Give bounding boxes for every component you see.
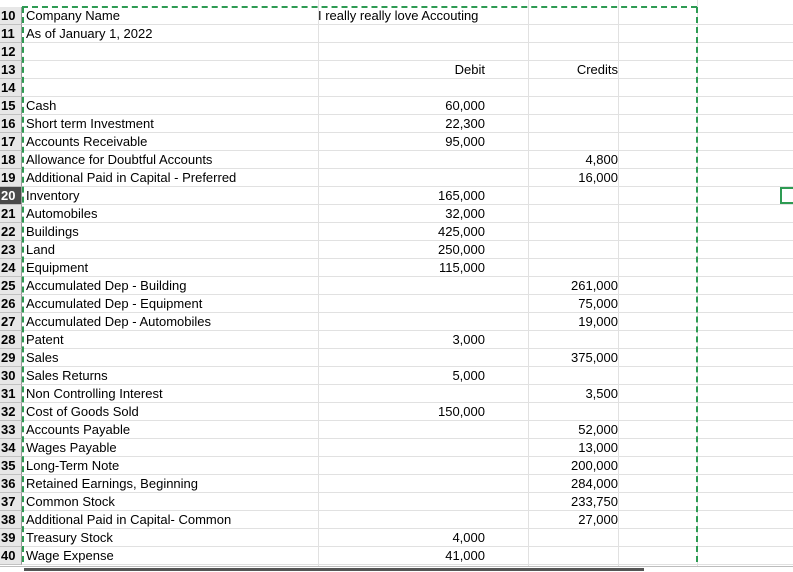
cell-debit[interactable]: 60,000 <box>445 98 485 113</box>
row-header[interactable]: 19 <box>0 169 22 187</box>
cell-account-name[interactable]: Company Name <box>26 8 120 23</box>
table-row[interactable] <box>0 367 793 385</box>
table-row[interactable] <box>0 403 793 421</box>
table-row[interactable] <box>0 7 793 25</box>
row-header[interactable]: 35 <box>0 457 22 475</box>
row-header[interactable]: 15 <box>0 97 22 115</box>
cell-account-name[interactable]: Cost of Goods Sold <box>26 404 139 419</box>
cell-credit[interactable]: 261,000 <box>571 278 618 293</box>
cell-debit[interactable] <box>410 79 485 96</box>
table-row[interactable] <box>0 115 793 133</box>
cell-account-name[interactable]: Wage Expense <box>26 548 114 563</box>
row-header[interactable]: 29 <box>0 349 22 367</box>
table-row[interactable] <box>0 61 793 79</box>
row-header[interactable]: 34 <box>0 439 22 457</box>
cell-credit[interactable]: 16,000 <box>578 170 618 185</box>
table-row[interactable] <box>0 439 793 457</box>
cell-debit[interactable] <box>410 25 485 42</box>
row-header[interactable]: 24 <box>0 259 22 277</box>
table-row[interactable] <box>0 97 793 115</box>
row-header[interactable]: 18 <box>0 151 22 169</box>
cell-account-name[interactable]: As of January 1, 2022 <box>26 26 153 41</box>
row-header[interactable]: 25 <box>0 277 22 295</box>
cell-debit[interactable]: 41,000 <box>445 548 485 563</box>
cell-account-name[interactable]: Accumulated Dep - Equipment <box>26 296 203 311</box>
table-row[interactable] <box>0 475 793 493</box>
cell-debit[interactable]: 115,000 <box>438 260 485 275</box>
cell-debit[interactable] <box>410 43 485 60</box>
row-header[interactable]: 33 <box>0 421 22 439</box>
cell-debit[interactable]: 22,300 <box>445 116 485 131</box>
table-row[interactable] <box>0 151 793 169</box>
table-row[interactable] <box>0 259 793 277</box>
cell-account-name[interactable]: Short term Investment <box>26 116 154 131</box>
row-header[interactable]: 11 <box>0 25 22 43</box>
table-row[interactable] <box>0 205 793 223</box>
cell-debit[interactable] <box>410 151 485 168</box>
row-header[interactable]: 10 <box>0 7 22 25</box>
cell-account-name[interactable]: Long-Term Note <box>26 458 120 473</box>
cell-credit[interactable] <box>528 223 618 240</box>
cell-account-name[interactable]: Additional Paid in Capital - Preferred <box>26 170 237 185</box>
cell-credit[interactable] <box>528 547 618 564</box>
cell-account-name[interactable]: Sales <box>26 350 59 365</box>
table-row[interactable] <box>0 385 793 403</box>
cell-account-name[interactable]: Allowance for Doubtful Accounts <box>26 152 213 167</box>
cell-credit[interactable] <box>528 79 618 96</box>
row-header[interactable]: 39 <box>0 529 22 547</box>
cell-credit[interactable] <box>528 403 618 420</box>
copy-selection-right-border <box>696 7 698 572</box>
cell-account-name[interactable]: Non Controlling Interest <box>26 386 163 401</box>
row-header[interactable]: 37 <box>0 493 22 511</box>
cell-debit[interactable]: 250,000 <box>438 242 485 257</box>
cell-debit[interactable] <box>410 295 485 312</box>
cell-credit[interactable] <box>528 241 618 258</box>
row-header[interactable]: 13 <box>0 61 22 79</box>
table-row[interactable] <box>0 187 793 205</box>
cell-credit[interactable] <box>528 133 618 150</box>
cell-account-name[interactable]: Inventory <box>26 188 80 203</box>
cell-credit[interactable]: 375,000 <box>571 350 618 365</box>
table-row[interactable] <box>0 295 793 313</box>
cell-debit[interactable]: 3,000 <box>452 332 485 347</box>
cell-account-name[interactable] <box>26 79 318 96</box>
cell-credit[interactable]: 200,000 <box>571 458 618 473</box>
cell-account-name[interactable]: Accumulated Dep - Building <box>26 278 187 293</box>
cell-debit[interactable] <box>410 277 485 294</box>
cell-credit[interactable]: 3,500 <box>585 386 618 401</box>
cell-account-name[interactable] <box>26 43 318 60</box>
table-row[interactable] <box>0 493 793 511</box>
cell-credit[interactable] <box>528 7 618 24</box>
copy-selection-left-border <box>22 7 24 572</box>
table-row[interactable] <box>0 169 793 187</box>
table-row[interactable] <box>0 313 793 331</box>
cell-credit[interactable] <box>528 367 618 384</box>
cell-title[interactable]: I really really love Accouting <box>318 8 479 23</box>
cell-account-name[interactable]: Additional Paid in Capital- Common <box>26 512 232 527</box>
table-row[interactable] <box>0 529 793 547</box>
cell-credit[interactable] <box>528 43 618 60</box>
cell-credit[interactable] <box>528 529 618 546</box>
cell-debit[interactable]: 5,000 <box>452 368 485 383</box>
row-header[interactable]: 26 <box>0 295 22 313</box>
row-header[interactable]: 17 <box>0 133 22 151</box>
cell-credit[interactable] <box>528 205 618 222</box>
cell-account-name[interactable]: Land <box>26 242 55 257</box>
cell-debit[interactable]: 150,000 <box>438 404 485 419</box>
row-header[interactable]: 21 <box>0 205 22 223</box>
horizontal-scrollbar[interactable] <box>0 566 793 572</box>
cell-debit[interactable] <box>410 457 485 474</box>
table-row[interactable] <box>0 349 793 367</box>
cell-account-name[interactable]: Retained Earnings, Beginning <box>26 476 199 491</box>
row-header[interactable]: 38 <box>0 511 22 529</box>
cell-credit[interactable]: 13,000 <box>578 440 618 455</box>
cell-credit[interactable] <box>528 259 618 276</box>
cell-debit[interactable] <box>410 169 485 186</box>
cell-debit[interactable]: 32,000 <box>445 206 485 221</box>
cell-credit[interactable]: 27,000 <box>578 512 618 527</box>
row-header[interactable]: 20 <box>0 187 22 205</box>
row-header[interactable]: 22 <box>0 223 22 241</box>
table-row[interactable] <box>0 241 793 259</box>
cell-credit[interactable] <box>528 97 618 114</box>
row-header[interactable]: 16 <box>0 115 22 133</box>
table-row[interactable] <box>0 457 793 475</box>
cell-credit[interactable] <box>528 115 618 132</box>
table-row[interactable] <box>0 331 793 349</box>
cell-debit[interactable] <box>410 421 485 438</box>
scrollbar-thumb[interactable] <box>24 568 644 571</box>
table-row[interactable] <box>0 223 793 241</box>
cell-account-name[interactable]: Sales Returns <box>26 368 108 383</box>
cell-debit[interactable] <box>410 493 485 510</box>
cell-account-name[interactable]: Treasury Stock <box>26 530 113 545</box>
row-header[interactable]: 32 <box>0 403 22 421</box>
cell-debit[interactable]: 425,000 <box>438 224 485 239</box>
cell-credit[interactable]: 284,000 <box>571 476 618 491</box>
cell-account-name[interactable]: Automobiles <box>26 206 98 221</box>
cell-credit[interactable]: 4,800 <box>585 152 618 167</box>
cell-account-name[interactable]: Accounts Receivable <box>26 134 148 149</box>
cell-credit[interactable]: 52,000 <box>578 422 618 437</box>
cell-debit[interactable] <box>410 313 485 330</box>
cell-credit[interactable]: 19,000 <box>578 314 618 329</box>
cell-debit[interactable]: Debit <box>454 62 485 77</box>
cell-debit[interactable] <box>410 385 485 402</box>
cell-debit[interactable]: 165,000 <box>438 188 485 203</box>
cell-account-name[interactable]: Accounts Payable <box>26 422 131 437</box>
cell-debit[interactable]: 95,000 <box>445 134 485 149</box>
row-header[interactable]: 28 <box>0 331 22 349</box>
row-header[interactable]: 30 <box>0 367 22 385</box>
cell-credit[interactable]: 75,000 <box>578 296 618 311</box>
cell-debit[interactable] <box>410 349 485 366</box>
table-row[interactable] <box>0 79 793 97</box>
cell-account-name[interactable]: Cash <box>26 98 57 113</box>
cell-debit[interactable] <box>410 7 485 24</box>
table-row[interactable] <box>0 511 793 529</box>
row-header[interactable]: 27 <box>0 313 22 331</box>
table-row[interactable] <box>0 547 793 565</box>
cell-debit[interactable] <box>410 475 485 492</box>
cell-debit[interactable] <box>410 511 485 528</box>
row-header[interactable]: 36 <box>0 475 22 493</box>
cell-account-name[interactable] <box>26 61 318 78</box>
cell-debit[interactable] <box>410 439 485 456</box>
cell-account-name[interactable]: Accumulated Dep - Automobiles <box>26 314 211 329</box>
cell-credit[interactable]: Credits <box>576 62 618 77</box>
cell-debit[interactable]: 4,000 <box>452 530 485 545</box>
cell-credit[interactable] <box>528 331 618 348</box>
cell-account-name[interactable]: Buildings <box>26 224 79 239</box>
row-header[interactable]: 31 <box>0 385 22 403</box>
table-row[interactable] <box>0 25 793 43</box>
cell-account-name[interactable]: Patent <box>26 332 64 347</box>
row-header[interactable]: 14 <box>0 79 22 97</box>
cell-account-name[interactable]: Equipment <box>26 260 89 275</box>
table-row[interactable] <box>0 277 793 295</box>
cell-credit[interactable] <box>528 25 618 42</box>
table-row[interactable] <box>0 133 793 151</box>
cell-account-name[interactable]: Common Stock <box>26 494 115 509</box>
row-header[interactable]: 40 <box>0 547 22 565</box>
row-header[interactable]: 23 <box>0 241 22 259</box>
cell-credit[interactable] <box>528 187 618 204</box>
table-row[interactable] <box>0 43 793 61</box>
row-header[interactable]: 12 <box>0 43 22 61</box>
cell-credit[interactable]: 233,750 <box>571 494 618 509</box>
active-cell-selection[interactable] <box>780 187 793 204</box>
cell-account-name[interactable]: Wages Payable <box>26 440 117 455</box>
table-row[interactable] <box>0 421 793 439</box>
copy-selection-top-border <box>22 6 697 8</box>
